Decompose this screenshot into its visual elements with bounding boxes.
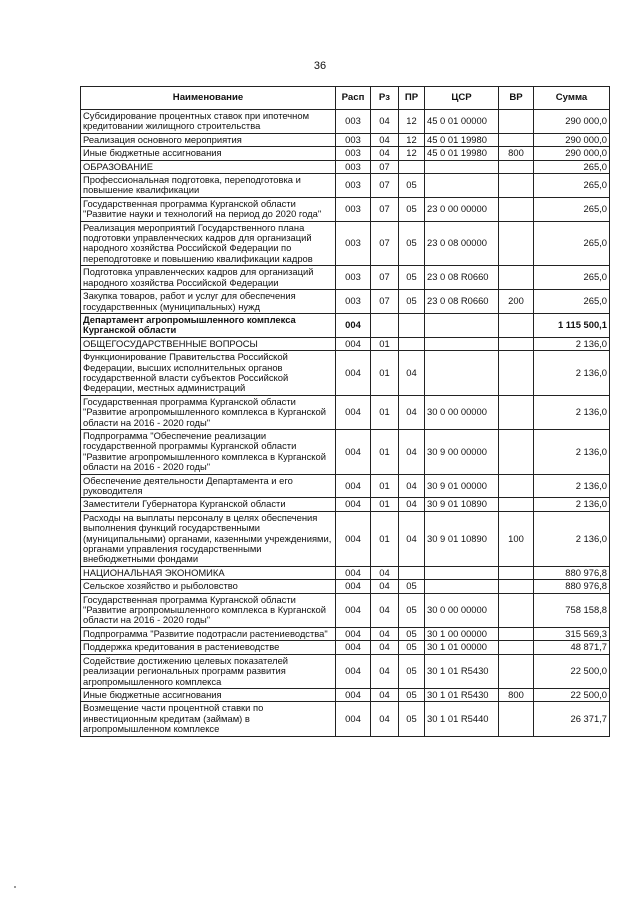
cell-rz: 04 [371,702,399,736]
table-row [81,174,610,198]
cell-csr: 30 0 00 00000 [425,395,499,429]
cell-sum: 1 115 500,1 [534,313,610,337]
table-row [81,429,610,474]
table-row [81,593,610,627]
cell-rasp: 004 [336,702,371,736]
cell-vr [499,474,534,498]
cell-csr: 30 1 01 R5430 [425,688,499,701]
cell-csr [425,580,499,593]
cell-sum: 2 136,0 [534,395,610,429]
cell-rz: 04 [371,566,399,579]
cell-pr: 12 [399,133,425,146]
header-rasp: Расп [336,87,371,110]
cell-rz: 01 [371,429,399,474]
cell-sum: 2 136,0 [534,429,610,474]
cell-csr: 30 9 01 00000 [425,474,499,498]
cell-pr: 12 [399,147,425,160]
cell-rz: 04 [371,641,399,654]
cell-pr: 05 [399,221,425,266]
cell-name: Заместители Губернатора Курганской области [81,498,336,511]
cell-pr [399,160,425,173]
cell-csr [425,566,499,579]
cell-sum: 48 871,7 [534,641,610,654]
table-row [81,133,610,146]
cell-csr: 23 0 00 00000 [425,197,499,221]
cell-vr [499,566,534,579]
cell-sum: 2 136,0 [534,474,610,498]
cell-rasp: 004 [336,429,371,474]
cell-rasp: 004 [336,593,371,627]
cell-rz: 01 [371,498,399,511]
cell-rz: 01 [371,395,399,429]
cell-sum: 265,0 [534,290,610,314]
cell-name: Подпрограмма "Развитие подотрасли растениеводства" [81,627,336,640]
table-row [81,266,610,290]
cell-rasp: 003 [336,160,371,173]
cell-vr [499,395,534,429]
cell-csr: 45 0 01 00000 [425,110,499,134]
cell-vr [499,110,534,134]
cell-rz: 04 [371,688,399,701]
cell-rz: 04 [371,654,399,688]
cell-vr [499,498,534,511]
cell-csr: 30 1 01 R5440 [425,702,499,736]
cell-rasp: 004 [336,580,371,593]
cell-pr: 04 [399,474,425,498]
cell-rasp: 003 [336,290,371,314]
cell-pr: 05 [399,580,425,593]
table-row [81,498,610,511]
cell-csr: 30 0 00 00000 [425,593,499,627]
cell-sum: 2 136,0 [534,511,610,566]
cell-rasp: 004 [336,566,371,579]
cell-pr: 05 [399,702,425,736]
cell-rasp: 004 [336,627,371,640]
cell-csr: 30 1 01 R5430 [425,654,499,688]
cell-vr [499,641,534,654]
cell-csr: 45 0 01 19980 [425,133,499,146]
header-sum: Сумма [534,87,610,110]
cell-rasp: 004 [336,313,371,337]
cell-sum: 26 371,7 [534,702,610,736]
cell-csr: 30 1 01 00000 [425,641,499,654]
cell-name: Сельское хозяйство и рыболовство [81,580,336,593]
cell-csr [425,313,499,337]
cell-vr [499,221,534,266]
cell-rz: 01 [371,337,399,350]
cell-rz: 01 [371,474,399,498]
cell-pr: 04 [399,395,425,429]
cell-csr: 23 0 08 R0660 [425,266,499,290]
cell-name: Государственная программа Курганской области "Развитие науки и технологий на период до 2020 года" [81,197,336,221]
cell-rz: 04 [371,147,399,160]
header-vr: ВР [499,87,534,110]
cell-pr: 12 [399,110,425,134]
cell-sum: 22 500,0 [534,688,610,701]
cell-rasp: 003 [336,221,371,266]
table-row [81,337,610,350]
cell-vr [499,197,534,221]
cell-sum: 265,0 [534,160,610,173]
cell-rasp: 003 [336,110,371,134]
cell-pr: 05 [399,290,425,314]
cell-rasp: 003 [336,133,371,146]
cell-vr [499,351,534,396]
cell-rz: 07 [371,174,399,198]
cell-name: Подпрограмма "Обеспечение реализации государственной программы Курганской области "Развитие агропромышленного комплекса в Курганской области на 2016 - 2020 годы" [81,429,336,474]
cell-vr: 200 [499,290,534,314]
cell-sum: 758 158,8 [534,593,610,627]
table-row [81,688,610,701]
cell-csr: 23 0 08 R0660 [425,290,499,314]
cell-rz: 07 [371,197,399,221]
cell-vr [499,702,534,736]
cell-rasp: 004 [336,474,371,498]
cell-rz: 01 [371,511,399,566]
cell-name: Поддержка кредитования в растениеводстве [81,641,336,654]
table-row [81,627,610,640]
scan-mark [14,886,16,888]
cell-name: Функционирование Правительства Российской Федерации, высших исполнительных органов государственной власти субъектов Российской Федерации, местных администраций [81,351,336,396]
cell-pr: 05 [399,593,425,627]
cell-rz [371,313,399,337]
cell-name: Расходы на выплаты персоналу в целях обеспечения выполнения функций государственными (муниципальными) органами, казенными учреждениями, органами управления государственными внебюджетными фондами [81,511,336,566]
header-name: Наименование [81,87,336,110]
cell-sum: 265,0 [534,266,610,290]
cell-name: Содействие достижению целевых показателей реализации региональных программ развития агропромышленного комплекса [81,654,336,688]
cell-name: Подготовка управленческих кадров для организаций народного хозяйства Российской Федерации [81,266,336,290]
cell-pr: 05 [399,174,425,198]
table-row [81,566,610,579]
cell-name: Государственная программа Курганской области "Развитие агропромышленного комплекса в Курганской области на 2016 - 2020 годы" [81,395,336,429]
cell-rasp: 003 [336,147,371,160]
cell-name: Возмещение части процентной ставки по инвестиционным кредитам (займам) в агропромышленном комплексе [81,702,336,736]
table-row [81,580,610,593]
cell-sum: 265,0 [534,174,610,198]
cell-pr [399,313,425,337]
cell-sum: 315 569,3 [534,627,610,640]
cell-name: Департамент агропромышленного комплекса Курганской области [81,313,336,337]
header-rz: Рз [371,87,399,110]
cell-csr [425,351,499,396]
cell-csr [425,174,499,198]
cell-sum: 2 136,0 [534,337,610,350]
table-row [81,654,610,688]
cell-pr: 05 [399,654,425,688]
table-row [81,221,610,266]
cell-vr [499,337,534,350]
cell-name: Реализация основного мероприятия [81,133,336,146]
table-header-row [81,87,610,110]
cell-name: ОБЩЕГОСУДАРСТВЕННЫЕ ВОПРОСЫ [81,337,336,350]
cell-rasp: 004 [336,654,371,688]
cell-rasp: 004 [336,641,371,654]
cell-sum: 2 136,0 [534,351,610,396]
cell-name: Субсидирование процентных ставок при ипотечном кредитовании жилищного строительства [81,110,336,134]
cell-csr: 30 9 00 00000 [425,429,499,474]
cell-csr: 45 0 01 19980 [425,147,499,160]
table-row [81,511,610,566]
cell-vr: 800 [499,688,534,701]
cell-csr: 30 9 01 10890 [425,511,499,566]
cell-vr [499,313,534,337]
cell-pr [399,337,425,350]
cell-rz: 07 [371,221,399,266]
header-pr: ПР [399,87,425,110]
cell-name: ОБРАЗОВАНИЕ [81,160,336,173]
cell-sum: 265,0 [534,221,610,266]
cell-rasp: 004 [336,395,371,429]
cell-rz: 04 [371,627,399,640]
table-row [81,351,610,396]
cell-vr [499,160,534,173]
table-row [81,474,610,498]
table-body [81,110,610,737]
cell-rasp: 003 [336,266,371,290]
cell-rasp: 004 [336,337,371,350]
cell-rz: 04 [371,110,399,134]
cell-rz: 07 [371,266,399,290]
cell-sum: 2 136,0 [534,498,610,511]
cell-rasp: 003 [336,174,371,198]
cell-rasp: 004 [336,688,371,701]
cell-vr [499,133,534,146]
cell-vr [499,580,534,593]
cell-vr [499,174,534,198]
cell-csr: 30 9 01 10890 [425,498,499,511]
cell-sum: 880 976,8 [534,566,610,579]
cell-rz: 01 [371,351,399,396]
cell-name: Реализация мероприятий Государственного плана подготовки управленческих кадров для организаций народного хозяйства Российской Федерации по переподготовке и повышению квалификации кадров [81,221,336,266]
cell-rz: 04 [371,593,399,627]
cell-pr: 05 [399,197,425,221]
cell-pr: 04 [399,498,425,511]
cell-sum: 290 000,0 [534,110,610,134]
table-row [81,160,610,173]
cell-rz: 07 [371,160,399,173]
header-csr: ЦСР [425,87,499,110]
table-row [81,313,610,337]
cell-vr [499,627,534,640]
cell-pr: 05 [399,627,425,640]
cell-pr: 05 [399,266,425,290]
cell-pr: 04 [399,429,425,474]
cell-csr [425,337,499,350]
cell-sum: 290 000,0 [534,147,610,160]
cell-sum: 22 500,0 [534,654,610,688]
cell-rz: 07 [371,290,399,314]
cell-rasp: 004 [336,511,371,566]
table-row [81,702,610,736]
cell-vr: 800 [499,147,534,160]
table-row [81,197,610,221]
cell-pr [399,566,425,579]
cell-rasp: 003 [336,197,371,221]
cell-vr [499,429,534,474]
cell-vr: 100 [499,511,534,566]
cell-vr [499,593,534,627]
cell-rasp: 004 [336,351,371,396]
cell-name: НАЦИОНАЛЬНАЯ ЭКОНОМИКА [81,566,336,579]
cell-vr [499,266,534,290]
cell-vr [499,654,534,688]
page-number: 36 [313,60,327,72]
table-row [81,290,610,314]
cell-pr: 05 [399,688,425,701]
cell-rasp: 004 [336,498,371,511]
cell-sum: 265,0 [534,197,610,221]
cell-pr: 04 [399,351,425,396]
cell-sum: 290 000,0 [534,133,610,146]
cell-name: Закупка товаров, работ и услуг для обеспечения государственных (муниципальных) нужд [81,290,336,314]
table-row [81,110,610,134]
cell-rz: 04 [371,580,399,593]
cell-name: Государственная программа Курганской области "Развитие агропромышленного комплекса в Курганской области на 2016 - 2020 годы" [81,593,336,627]
cell-rz: 04 [371,133,399,146]
cell-csr: 30 1 00 00000 [425,627,499,640]
cell-name: Профессиональная подготовка, переподготовка и повышение квалификации [81,174,336,198]
cell-csr [425,160,499,173]
table-row [81,147,610,160]
table-row [81,395,610,429]
cell-name: Иные бюджетные ассигнования [81,147,336,160]
cell-pr: 05 [399,641,425,654]
cell-csr: 23 0 08 00000 [425,221,499,266]
cell-sum: 880 976,8 [534,580,610,593]
cell-name: Иные бюджетные ассигнования [81,688,336,701]
table-row [81,641,610,654]
budget-table [80,86,610,737]
cell-pr: 04 [399,511,425,566]
cell-name: Обеспечение деятельности Департамента и его руководителя [81,474,336,498]
